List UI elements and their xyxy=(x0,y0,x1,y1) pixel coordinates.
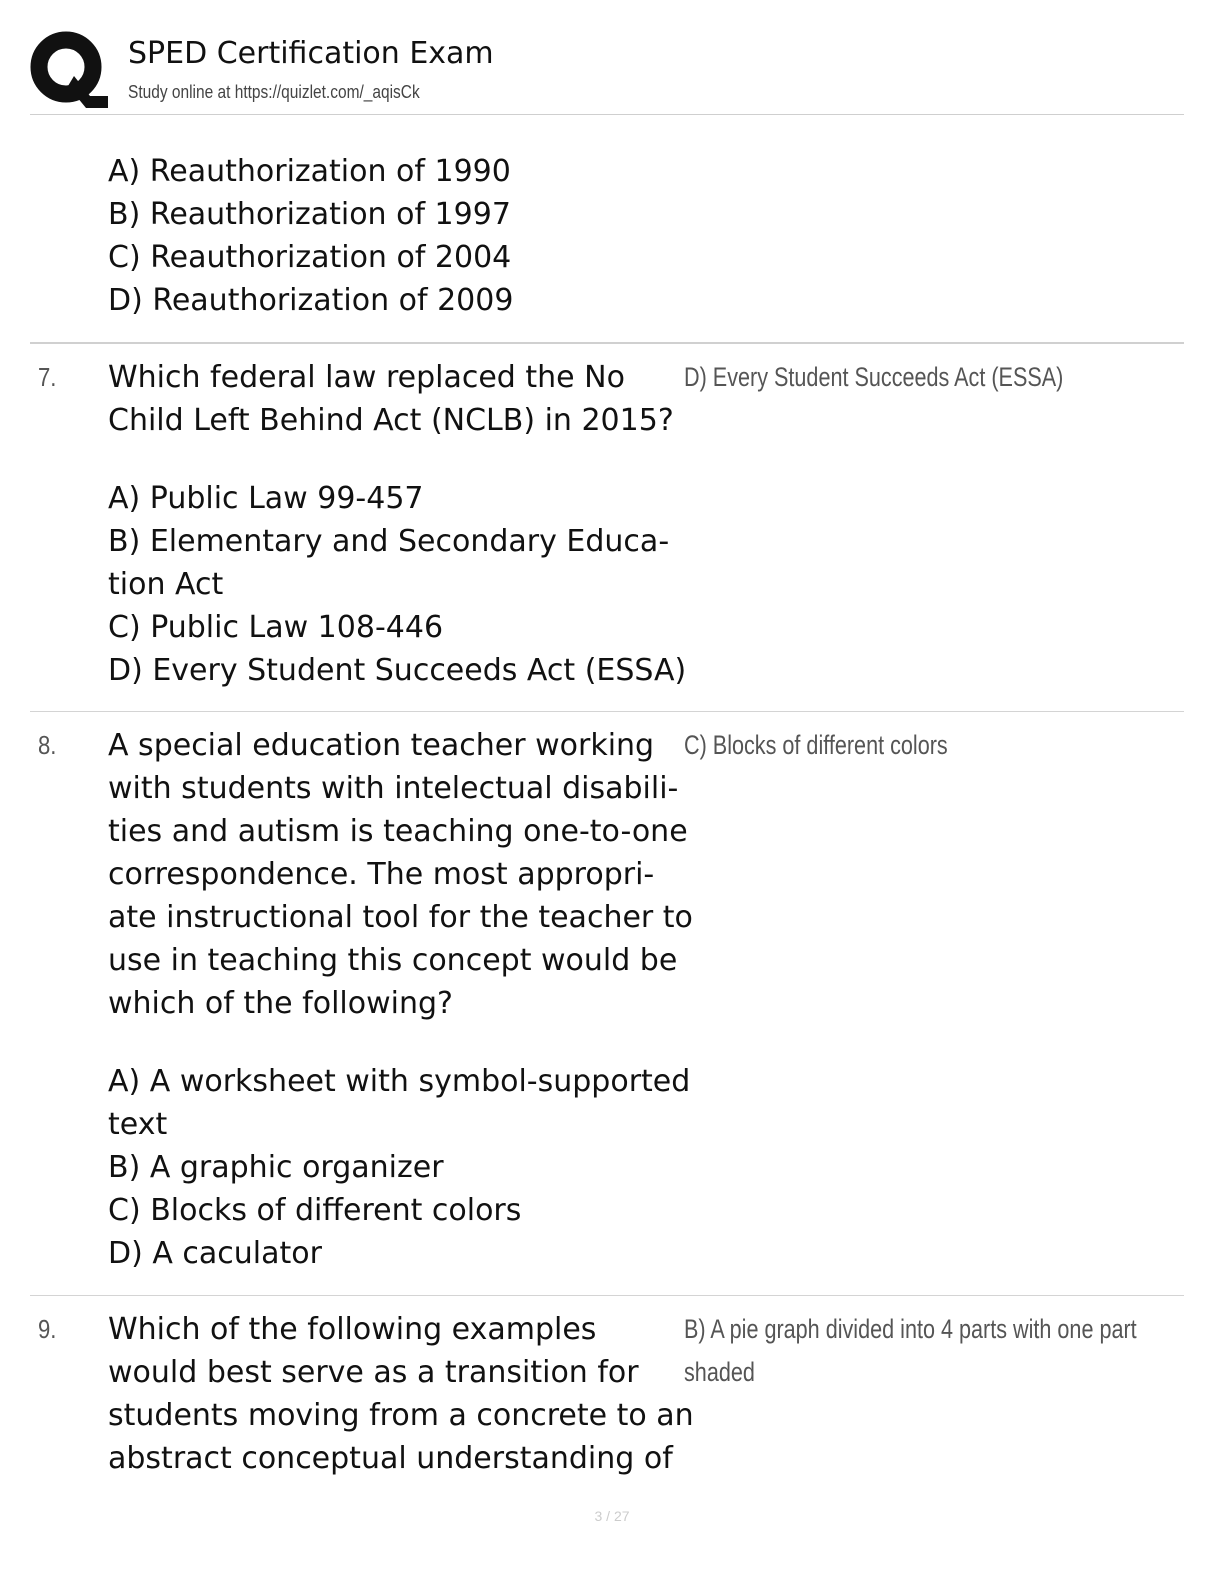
page-number: 3 / 27 xyxy=(594,1508,630,1524)
question-line: students moving from a concrete to an xyxy=(108,1398,694,1433)
question-8-body xyxy=(108,724,693,1275)
option-line: D) A caculator xyxy=(108,1236,322,1271)
option-line: D) Every Student Succeeds Act (ESSA) xyxy=(108,653,687,688)
question-line: Child Left Behind Act (NCLB) in 2015? xyxy=(108,403,674,438)
option-line: B) Elementary and Secondary Educa- xyxy=(108,524,670,559)
question-divider xyxy=(30,342,1184,344)
answer-line: B) A pie graph divided into 4 parts with one part xyxy=(684,1314,1137,1344)
option-line: A) Reauthorization of 1990 xyxy=(108,154,511,189)
question-line: ties and autism is teaching one-to-one xyxy=(108,814,688,849)
question-line: Which federal law replaced the No xyxy=(108,360,625,395)
option-line: tion Act xyxy=(108,567,224,602)
answer-line: shaded xyxy=(684,1357,755,1387)
option-line: A) A worksheet with symbol-supported xyxy=(108,1064,691,1099)
question-9-body xyxy=(108,1308,694,1480)
question-8-answer xyxy=(684,724,1224,767)
page-header xyxy=(30,28,1184,115)
question-9-answer xyxy=(684,1308,1224,1394)
option-line: B) Reauthorization of 1997 xyxy=(108,197,511,232)
question-line: correspondence. The most appropri- xyxy=(108,857,655,892)
question-number: 9. xyxy=(38,1314,57,1344)
study-online-link[interactable]: Study online at https://quizlet.com/_aqisCk xyxy=(128,82,420,102)
question-line: with students with intelectual disabili- xyxy=(108,771,679,806)
question-number: 7. xyxy=(38,362,57,392)
question-divider xyxy=(30,711,1184,712)
question-7-answer xyxy=(684,356,1224,399)
question-line: abstract conceptual understanding of xyxy=(108,1441,673,1476)
question-line: ate instructional tool for the teacher to xyxy=(108,900,693,935)
option-line: B) A graphic organizer xyxy=(108,1150,444,1185)
option-line: D) Reauthorization of 2009 xyxy=(108,283,514,318)
question-line: A special education teacher working xyxy=(108,728,655,763)
question-line: Which of the following examples xyxy=(108,1312,597,1347)
option-line: text xyxy=(108,1107,168,1142)
question-number: 8. xyxy=(38,730,57,760)
question-divider xyxy=(30,1295,1184,1296)
question-line: use in teaching this concept would be xyxy=(108,943,678,978)
answer-line: C) Blocks of different colors xyxy=(684,730,948,760)
option-line: C) Blocks of different colors xyxy=(108,1193,522,1228)
option-line: A) Public Law 99-457 xyxy=(108,481,424,516)
option-line: C) Reauthorization of 2004 xyxy=(108,240,512,275)
quizlet-logo-icon xyxy=(30,30,108,108)
previous-question-options xyxy=(108,150,688,322)
option-line: C) Public Law 108-446 xyxy=(108,610,444,645)
question-line: which of the following? xyxy=(108,986,453,1021)
document-title: SPED Certification Exam xyxy=(128,36,494,71)
answer-line: D) Every Student Succeeds Act (ESSA) xyxy=(684,362,1064,392)
question-line: would best serve as a transition for xyxy=(108,1355,639,1390)
question-7-body xyxy=(108,356,688,692)
